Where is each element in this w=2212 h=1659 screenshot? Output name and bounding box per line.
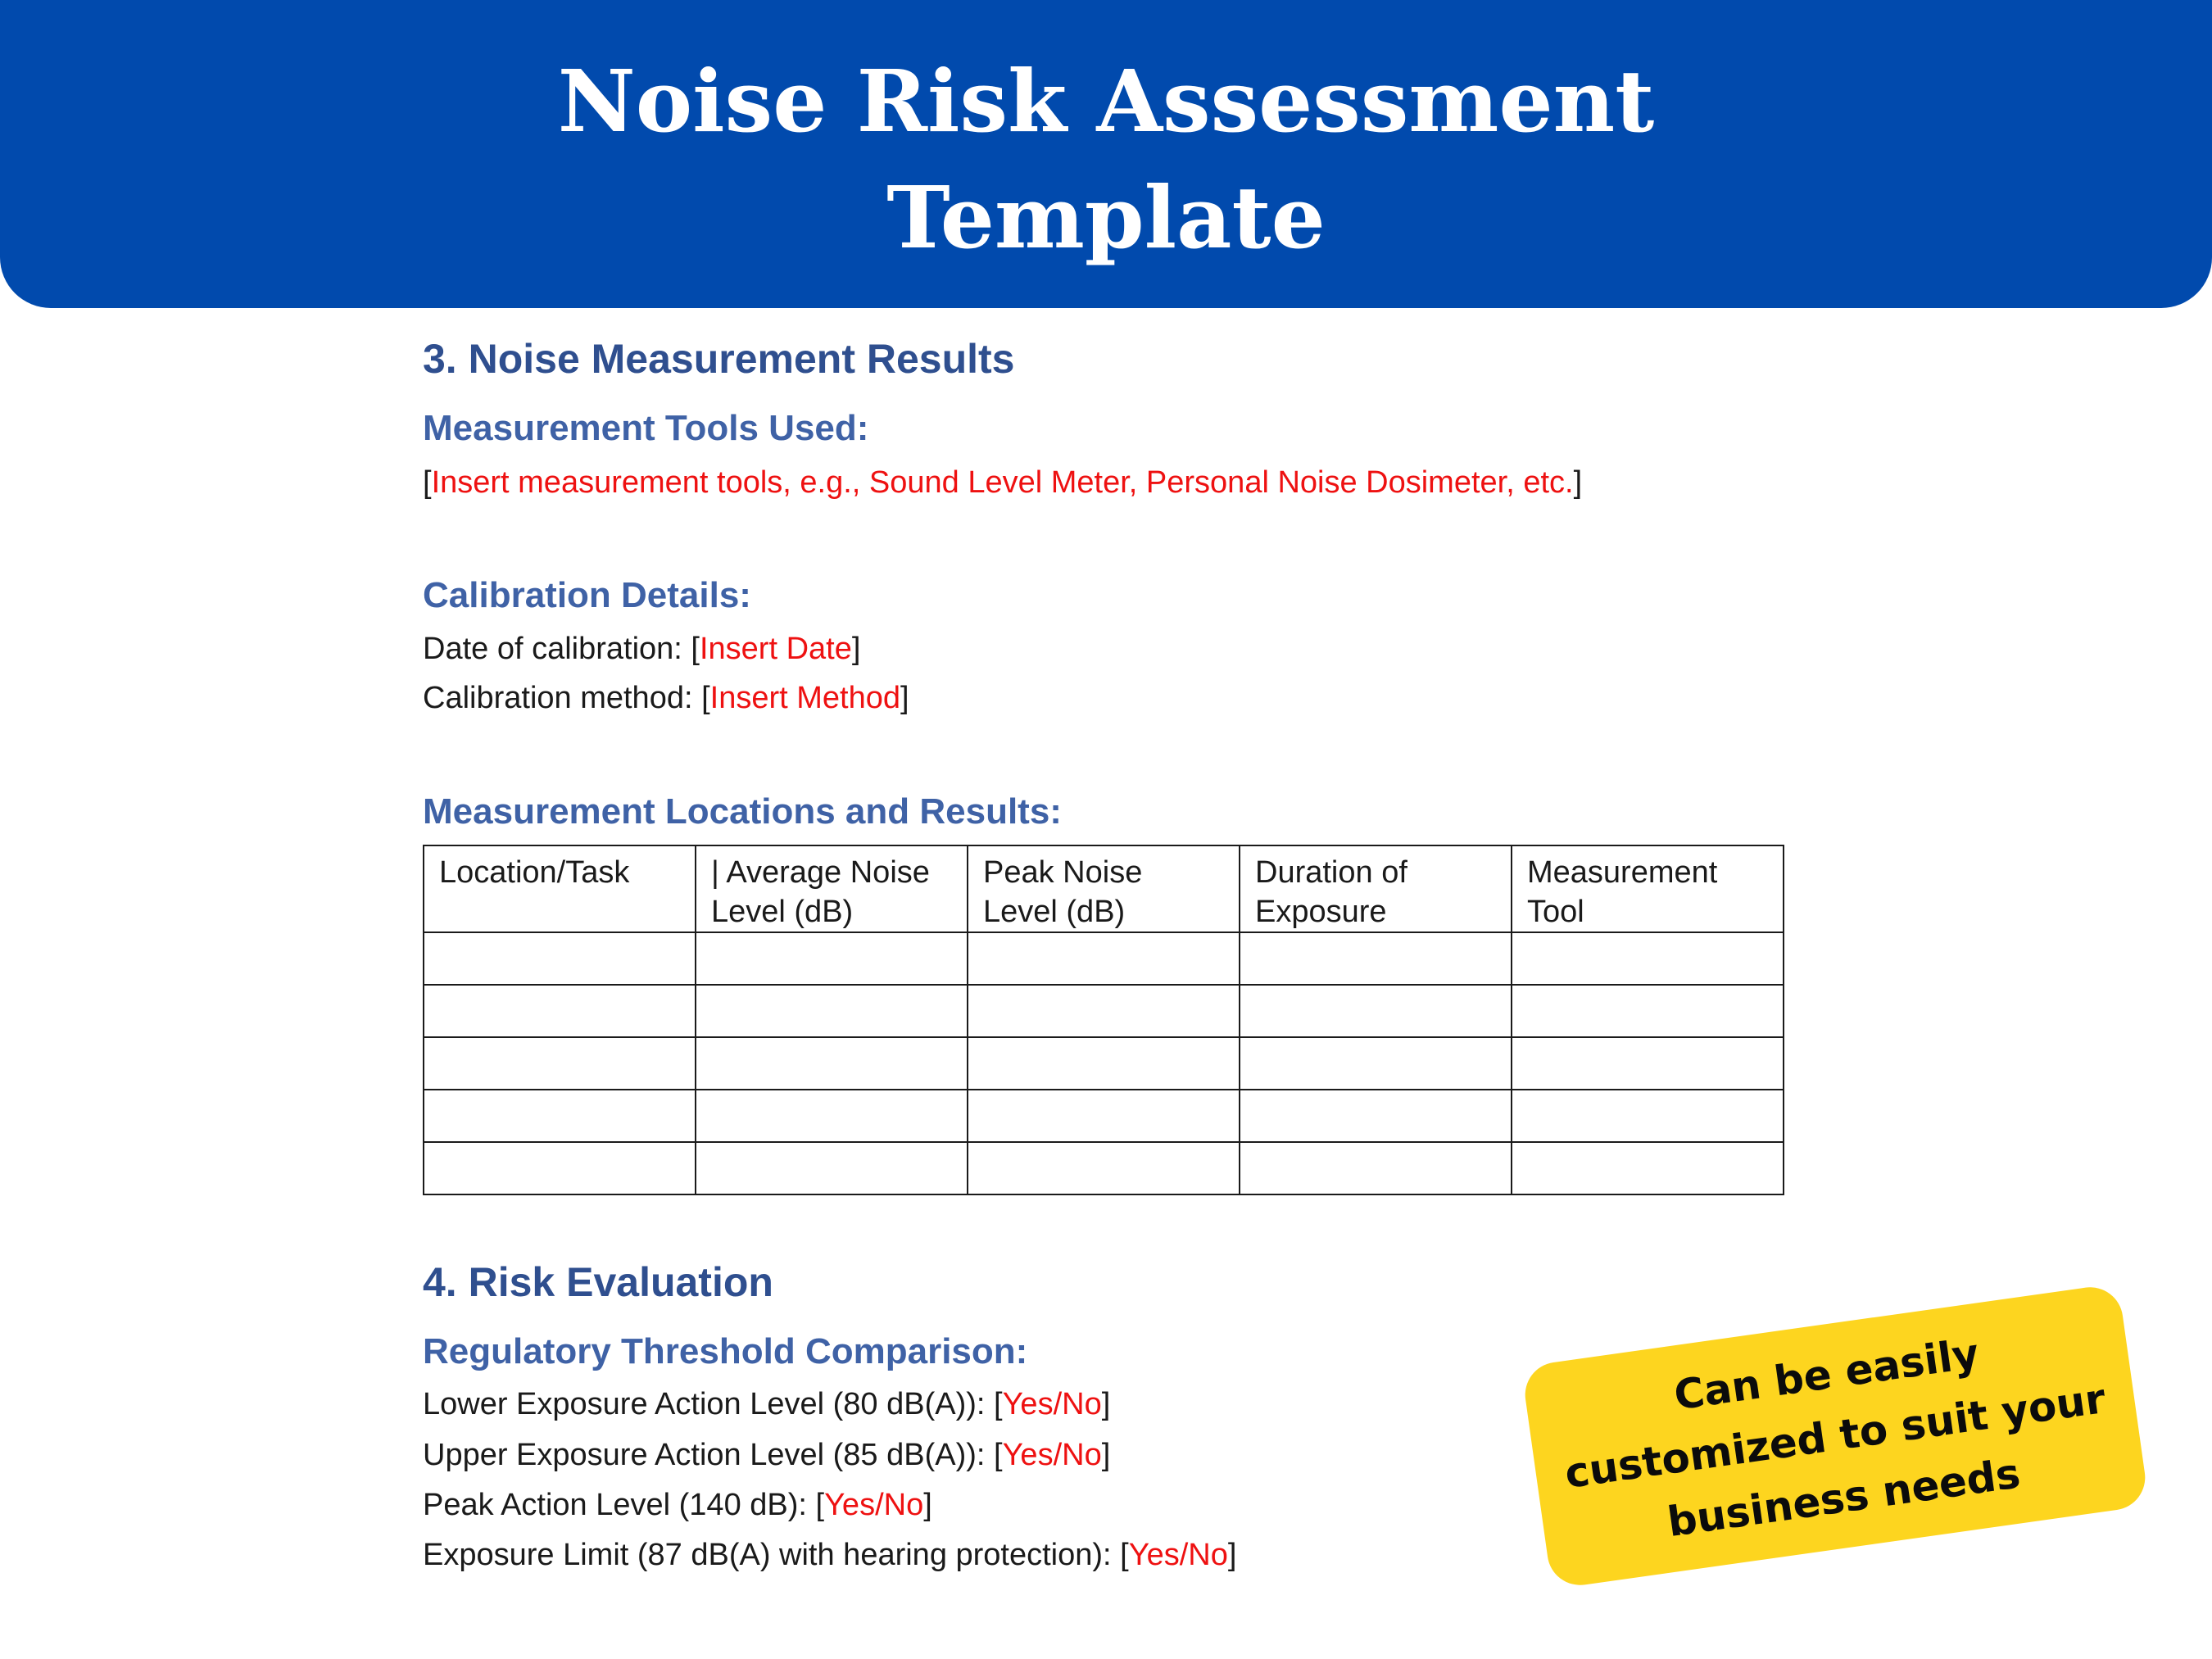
table-cell[interactable] bbox=[696, 932, 968, 985]
table-cell[interactable] bbox=[968, 932, 1240, 985]
section4-heading: 4. Risk Evaluation bbox=[423, 1259, 773, 1305]
table-cell[interactable] bbox=[1512, 985, 1784, 1037]
section3-heading: 3. Noise Measurement Results bbox=[423, 336, 1015, 382]
table-row bbox=[424, 985, 1784, 1037]
yes-no-placeholder: Yes/No bbox=[1002, 1438, 1102, 1472]
table-cell[interactable] bbox=[424, 932, 696, 985]
customization-badge-text: Can be easily customized to suit your business needs bbox=[1562, 1329, 2109, 1547]
table-cell[interactable] bbox=[1512, 1090, 1784, 1142]
bracket-close: ] bbox=[900, 681, 909, 715]
calibration-details-label: Calibration Details: bbox=[423, 575, 751, 615]
table-row bbox=[424, 932, 1784, 985]
bracket-close: ] bbox=[923, 1488, 932, 1522]
table-cell[interactable] bbox=[1512, 932, 1784, 985]
column-header-average-noise: | Average Noise Level (dB) bbox=[696, 845, 968, 932]
table-cell[interactable] bbox=[424, 1142, 696, 1194]
calibration-method-placeholder: Insert Method bbox=[709, 681, 900, 715]
bracket-open: [ bbox=[423, 465, 432, 500]
table-row bbox=[424, 1142, 1784, 1194]
bracket-close: ] bbox=[851, 632, 861, 666]
table-cell[interactable] bbox=[1240, 1090, 1512, 1142]
yes-no-placeholder: Yes/No bbox=[1128, 1538, 1228, 1572]
threshold-label: Peak Action Level (140 dB): [ bbox=[423, 1488, 825, 1522]
customization-badge bbox=[1521, 1283, 2150, 1589]
banner-title-line2: Template bbox=[886, 167, 1326, 268]
table-cell[interactable] bbox=[968, 1037, 1240, 1090]
column-header-measurement-tool: Measurement Tool bbox=[1512, 845, 1784, 932]
threshold-label: Exposure Limit (87 dB(A) with hearing protection): [ bbox=[423, 1538, 1129, 1572]
exposure-limit-field[interactable] bbox=[423, 1535, 1236, 1575]
table-cell[interactable] bbox=[968, 985, 1240, 1037]
yes-no-placeholder: Yes/No bbox=[824, 1488, 924, 1522]
table-cell[interactable] bbox=[424, 1090, 696, 1142]
table-cell[interactable] bbox=[1240, 1142, 1512, 1194]
table-cell[interactable] bbox=[696, 985, 968, 1037]
bracket-close: ] bbox=[1101, 1438, 1111, 1472]
column-header-location: Location/Task bbox=[424, 845, 696, 932]
column-header-peak-noise: Peak Noise Level (dB) bbox=[968, 845, 1240, 932]
measurement-tools-label: Measurement Tools Used: bbox=[423, 408, 869, 448]
table-row bbox=[424, 1090, 1784, 1142]
title-banner bbox=[0, 0, 2212, 308]
regulatory-threshold-label: Regulatory Threshold Comparison: bbox=[423, 1331, 1028, 1371]
bracket-close: ] bbox=[1101, 1387, 1111, 1421]
calibration-date-label: Date of calibration: [ bbox=[423, 632, 700, 666]
table-cell[interactable] bbox=[1512, 1142, 1784, 1194]
table-cell[interactable] bbox=[424, 985, 696, 1037]
table-cell[interactable] bbox=[1240, 1037, 1512, 1090]
lower-exposure-action-field[interactable] bbox=[423, 1385, 1110, 1424]
calibration-method-field[interactable] bbox=[423, 678, 909, 718]
table-cell[interactable] bbox=[1240, 985, 1512, 1037]
threshold-label: Upper Exposure Action Level (85 dB(A)): [ bbox=[423, 1438, 1003, 1472]
table-cell[interactable] bbox=[968, 1142, 1240, 1194]
table-row bbox=[424, 1037, 1784, 1090]
table-cell[interactable] bbox=[696, 1037, 968, 1090]
table-cell[interactable] bbox=[968, 1090, 1240, 1142]
table-header-row bbox=[424, 845, 1784, 932]
table-cell[interactable] bbox=[1512, 1037, 1784, 1090]
peak-action-level-field[interactable] bbox=[423, 1485, 932, 1525]
measurement-locations-label: Measurement Locations and Results: bbox=[423, 791, 1062, 832]
table-cell[interactable] bbox=[1240, 932, 1512, 985]
upper-exposure-action-field[interactable] bbox=[423, 1435, 1110, 1475]
measurement-tools-placeholder: Insert measurement tools, e.g., Sound Level Meter, Personal Noise Dosimeter, etc. bbox=[431, 465, 1574, 500]
table-cell[interactable] bbox=[696, 1142, 968, 1194]
measurement-tools-field[interactable] bbox=[423, 463, 1582, 502]
yes-no-placeholder: Yes/No bbox=[1002, 1387, 1102, 1421]
column-header-duration: Duration of Exposure bbox=[1240, 845, 1512, 932]
table-cell[interactable] bbox=[424, 1037, 696, 1090]
measurement-results-table bbox=[423, 845, 1784, 1195]
threshold-label: Lower Exposure Action Level (80 dB(A)): [ bbox=[423, 1387, 1003, 1421]
banner-title-line1: Noise Risk Assessment bbox=[557, 51, 1655, 152]
calibration-method-label: Calibration method: [ bbox=[423, 681, 710, 715]
table-cell[interactable] bbox=[696, 1090, 968, 1142]
bracket-close: ] bbox=[1227, 1538, 1237, 1572]
calibration-date-placeholder: Insert Date bbox=[699, 632, 852, 666]
bracket-close: ] bbox=[1573, 465, 1583, 500]
calibration-date-field[interactable] bbox=[423, 629, 860, 669]
